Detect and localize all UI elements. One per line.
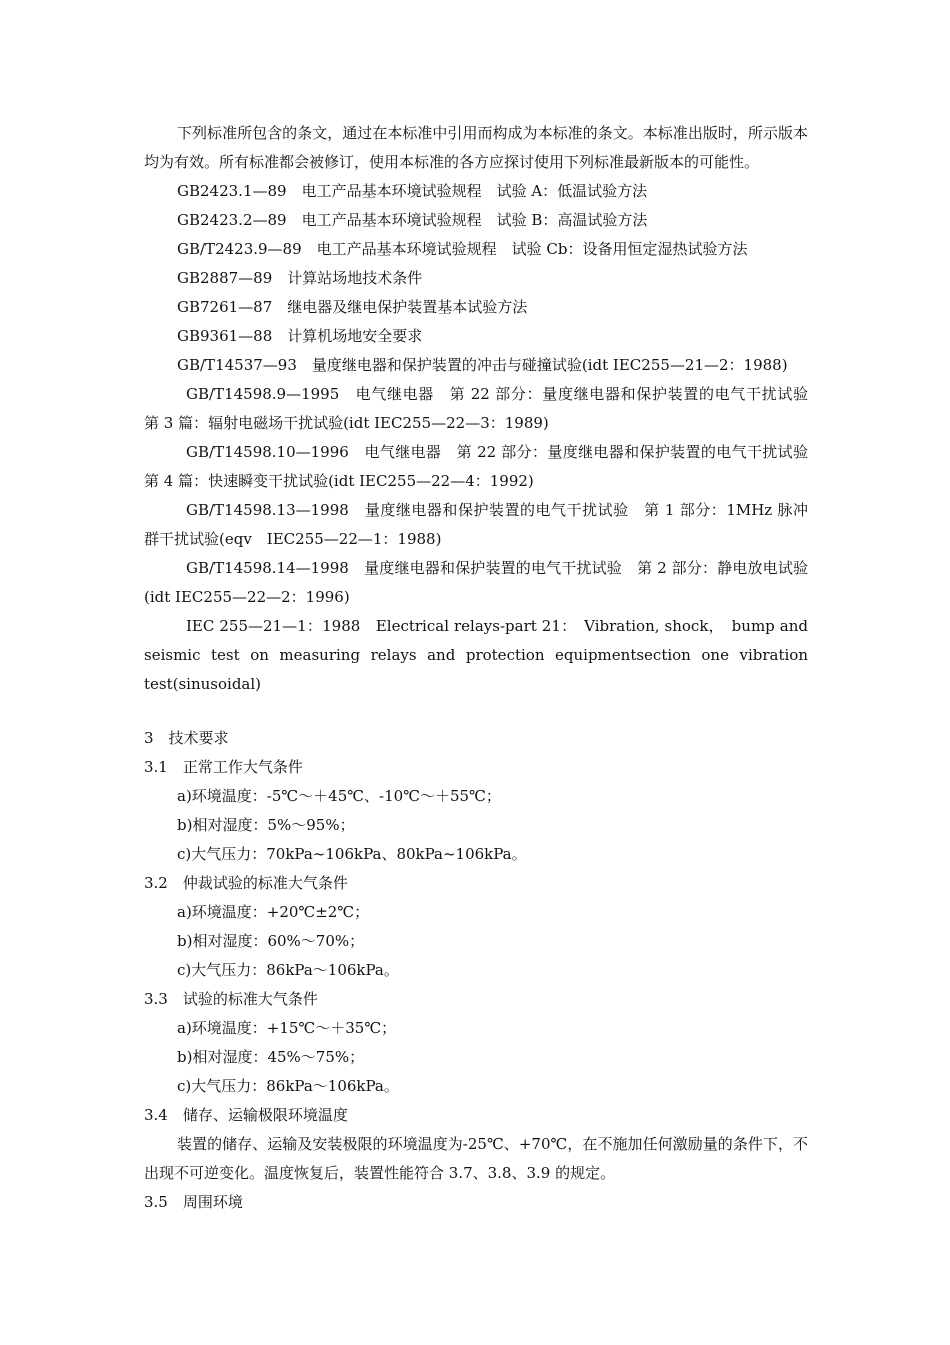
section-gap [144,699,808,724]
reference-gbt14598-9: GB/T14598.9—1995 电气继电器 第 22 部分：量度继电器和保护装置的电气干扰试验 第 3 篇：辐射电磁场干扰试验(idt IEC255—22—3：1989) [144,385,824,432]
section-3-2-heading: 3.2 仲裁试验的标准大气条件 [144,874,348,892]
document-body [144,119,824,1217]
reference-gb9361: GB9361—88 计算机场地安全要求 [177,327,423,345]
reference-iec255-21-1: IEC 255—21—1：1988 Electrical relays-part 21： Vibration, shock， bump and seismic test on measuring relays and protection equipmentsection one vibration test(sinusoidal) [144,617,808,693]
section-3-4-paragraph: 装置的储存、运输及安装极限的环境温度为-25℃、+70℃，在不施加任何激励量的条件下，不出现不可逆变化。温度恢复后，装置性能符合 3.7、3.8、3.9 的规定。 [144,1135,808,1182]
reference-gbt2423-9: GB/T2423.9—89 电工产品基本环境试验规程 试验 Cb：设备用恒定湿热试验方法 [177,240,748,258]
reference-gbt14598-10: GB/T14598.10—1996 电气继电器 第 22 部分：量度继电器和保护装置的电气干扰试验 第 4 篇：快速瞬变干扰试验(idt IEC255—22—4：1992) [144,443,824,490]
section-3-2-item-b: b)相对湿度：60%～70%； [177,932,365,950]
section-3-2-item-a: a)环境温度：+20℃±2℃； [177,903,370,921]
section-3-4-heading: 3.4 储存、运输极限环境温度 [144,1106,348,1124]
section-3-2-item-c: c)大气压力：86kPa～106kPa。 [177,961,399,979]
section-3-3-item-b: b)相对湿度：45%～75%； [177,1048,365,1066]
reference-gb7261: GB7261—87 继电器及继电保护装置基本试验方法 [177,298,528,316]
section-3-1-item-b: b)相对湿度：5%～95%； [177,816,355,834]
section-3-3-item-c: c)大气压力：86kPa～106kPa。 [177,1077,399,1095]
reference-gb2887: GB2887—89 计算站场地技术条件 [177,269,423,287]
section-3-3-item-a: a)环境温度：+15℃～＋35℃； [177,1019,397,1037]
reference-gbt14537: GB/T14537—93 量度继电器和保护装置的冲击与碰撞试验(idt IEC255—21—2：1988) [177,356,788,374]
reference-gbt14598-13: GB/T14598.13—1998 量度继电器和保护装置的电气干扰试验 第 1 部分：1MHz 脉冲群干扰试验(eqv IEC255—22—1：1988) [144,501,808,548]
reference-gb2423-2: GB2423.2—89 电工产品基本环境试验规程 试验 B：高温试验方法 [177,211,648,229]
reference-gbt14598-14: GB/T14598.14—1998 量度继电器和保护装置的电气干扰试验 第 2 部分：静电放电试验(idt IEC255—22—2：1996) [144,559,808,606]
section-3-1-item-c: c)大气压力：70kPa~106kPa、80kPa~106kPa。 [177,845,527,863]
section-3-5-heading: 3.5 周围环境 [144,1193,243,1211]
section-3-heading: 3 技术要求 [144,729,229,747]
section-3-1-heading: 3.1 正常工作大气条件 [144,758,303,776]
section-3-1-item-a: a)环境温度：-5℃～＋45℃、-10℃～＋55℃； [177,787,501,805]
intro-paragraph: 下列标准所包含的条文，通过在本标准中引用而构成为本标准的条文。本标准出版时，所示版本均为有效。所有标准都会被修订，使用本标准的各方应探讨使用下列标准最新版本的可能性。 [144,124,808,171]
reference-gb2423-1: GB2423.1—89 电工产品基本环境试验规程 试验 A：低温试验方法 [177,182,648,200]
section-3-3-heading: 3.3 试验的标准大气条件 [144,990,318,1008]
